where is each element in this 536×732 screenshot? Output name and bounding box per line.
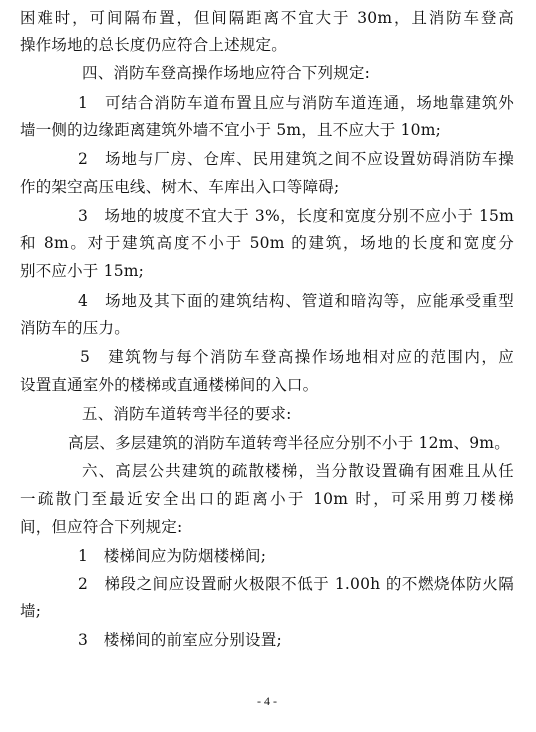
list-item: 1 楼梯间应为防烟楼梯间; xyxy=(78,547,267,565)
page-number: - 4 - xyxy=(257,694,277,708)
paragraph-line: 墙; xyxy=(20,602,42,620)
paragraph-line: 消防车的压力。 xyxy=(20,319,130,337)
section-heading: 四、消防车登高操作场地应符合下列规定: xyxy=(82,64,371,82)
paragraph-line: 高层、多层建筑的消防车道转弯半径应分别不小于 12m、9m。 xyxy=(68,434,510,452)
paragraph-line: 别不应小于 15m; xyxy=(20,262,145,280)
list-item: 2 梯段之间应设置耐火极限不低于 1.00h 的不燃烧体防火隔 xyxy=(78,575,514,593)
paragraph-line: 操作场地的总长度仍应符合上述规定。 xyxy=(20,36,287,54)
section-heading: 六、高层公共建筑的疏散楼梯，当分散设置确有困难且从任 xyxy=(82,462,514,480)
paragraph-line: 一疏散门至最近安全出口的距离小于 10m 时，可采用剪刀楼梯 xyxy=(20,490,514,508)
list-item: 1 可结合消防车道布置且应与消防车道连通，场地靠建筑外 xyxy=(78,94,514,112)
paragraph-line: 间，但应符合下列规定: xyxy=(20,518,183,536)
document-page xyxy=(20,0,514,732)
list-item: 2 场地与厂房、仓库、民用建筑之间不应设置妨碍消防车操 xyxy=(78,150,514,168)
list-item: 3 场地的坡度不宜大于 3%，长度和宽度分别不应小于 15m xyxy=(78,207,514,225)
paragraph-line: 和 8m。对于建筑高度不小于 50m 的建筑，场地的长度和宽度分 xyxy=(20,234,514,252)
paragraph-line: 作的架空高压电线、树木、车库出入口等障碍; xyxy=(20,178,340,196)
list-item: 5 建筑物与每个消防车登高操作场地相对应的范围内，应 xyxy=(80,348,514,366)
paragraph-line: 墙一侧的边缘距离建筑外墙不宜小于 5m，且不应大于 10m; xyxy=(20,121,442,139)
list-item: 4 场地及其下面的建筑结构、管道和暗沟等，应能承受重型 xyxy=(78,292,514,310)
paragraph-line: 设置直通室外的楼梯或直通楼梯间的入口。 xyxy=(20,376,319,394)
list-item: 3 楼梯间的前室应分别设置; xyxy=(78,631,282,649)
paragraph-line: 困难时，可间隔布置，但间隔距离不宜大于 30m，且消防车登高 xyxy=(20,9,514,27)
section-heading: 五、消防车道转弯半径的要求: xyxy=(82,405,292,423)
